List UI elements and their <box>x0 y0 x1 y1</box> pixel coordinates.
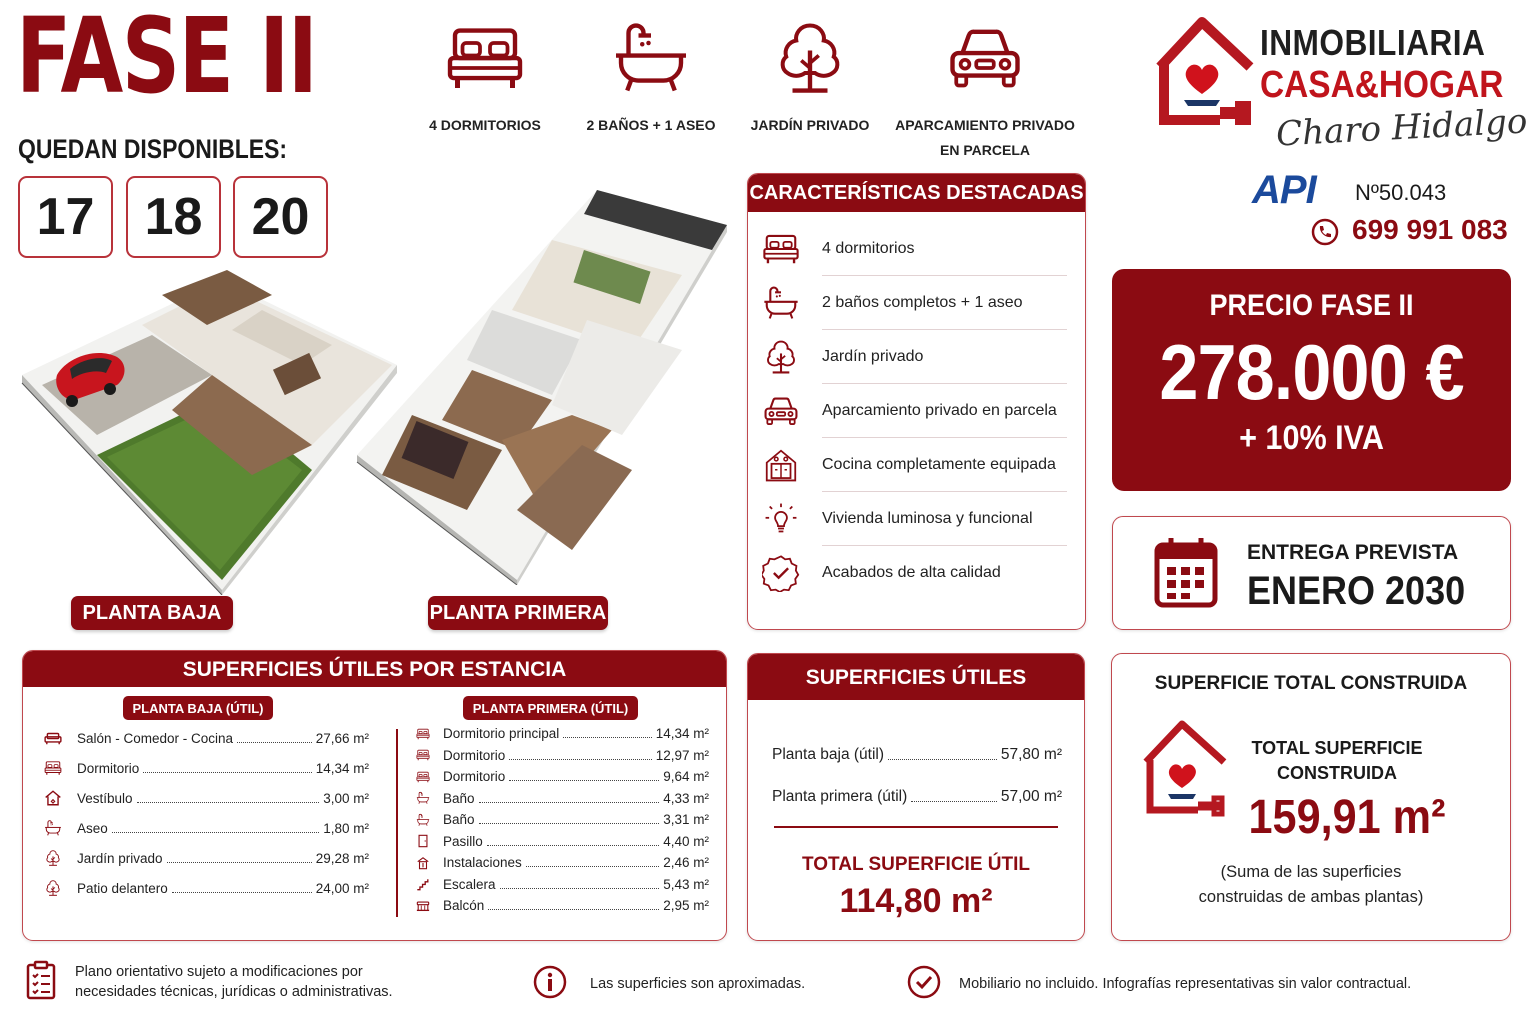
surfaces-by-room-card <box>22 650 727 941</box>
room-area: 14,34 m² <box>315 760 369 776</box>
room-area: 29,28 m² <box>315 850 369 866</box>
room-area: 5,43 m² <box>663 876 709 892</box>
feature-label: JARDÍN PRIVADO <box>750 117 870 133</box>
bed-icon <box>415 770 431 784</box>
room-area: 2,95 m² <box>663 898 709 914</box>
room-row <box>43 753 369 783</box>
room-area: 4,40 m² <box>663 833 709 849</box>
highlight-text: Jardín privado <box>822 347 924 365</box>
footer-note-plan-line2: necesidades técnicas, jurídicas o administrativas. <box>75 984 393 1000</box>
built-surface-value: 159,91 m² <box>1248 791 1446 844</box>
unit-badge-17: 17 <box>18 176 113 258</box>
room-row <box>415 895 709 917</box>
feature-bedrooms <box>400 18 570 138</box>
stairs-icon <box>415 877 431 891</box>
divider <box>774 826 1058 828</box>
surface-name: Planta primera (útil) <box>772 788 908 805</box>
built-surface-card <box>1111 653 1511 941</box>
car-icon <box>762 392 800 430</box>
first-floor-room-list <box>415 723 709 917</box>
unit-badge-20: 20 <box>233 176 328 258</box>
room-row <box>415 723 709 745</box>
tree-icon <box>43 879 63 897</box>
room-row <box>415 831 709 853</box>
surface-row <box>772 776 1062 818</box>
surfaces-by-room-title: SUPERFICIES ÚTILES POR ESTANCIA <box>23 651 726 687</box>
highlight-item <box>822 438 1067 492</box>
highlight-text: Vivienda luminosa y funcional <box>822 509 1033 527</box>
footer-note-surfaces: Las superficies son aproximadas. <box>590 976 806 992</box>
room-area: 12,97 m² <box>655 747 709 763</box>
room-area: 27,66 m² <box>315 730 369 746</box>
room-name: Patio delantero <box>77 880 168 896</box>
room-row <box>415 874 709 896</box>
ground-floor-plan-image <box>12 265 402 595</box>
lightbulb-icon <box>762 500 800 538</box>
feature-label: 2 BAÑOS + 1 ASEO <box>586 117 716 133</box>
highlight-item <box>822 330 1067 384</box>
brand-name-line2: CASA&HOGAR <box>1260 64 1504 106</box>
house-heart-logo-icon <box>1150 12 1260 137</box>
highlight-text: 2 baños completos + 1 aseo <box>822 293 1023 311</box>
unit-badge-18: 18 <box>126 176 221 258</box>
room-row <box>43 813 369 843</box>
price-tax: + 10% IVA <box>1239 419 1384 457</box>
built-surface-label-line2: CONSTRUIDA <box>1277 763 1397 783</box>
room-area: 14,34 m² <box>655 726 709 742</box>
bathtub-icon <box>611 18 691 98</box>
delivery-card <box>1112 516 1511 630</box>
feature-bathrooms <box>566 18 736 138</box>
highlight-item <box>822 492 1067 546</box>
room-name: Instalaciones <box>443 855 522 871</box>
kitchen-icon <box>762 446 800 484</box>
footer-note-plan <box>75 962 393 1002</box>
feature-parking <box>885 18 1085 163</box>
price-box <box>1112 269 1511 491</box>
room-name: Baño <box>443 812 475 828</box>
available-units-label: QUEDAN DISPONIBLES: <box>18 134 288 164</box>
surface-name: Planta baja (útil) <box>772 746 885 763</box>
room-row <box>43 783 369 813</box>
room-name: Aseo <box>77 820 108 836</box>
checkmark-circle-icon <box>907 965 941 999</box>
check-badge-icon <box>762 554 800 592</box>
first-floor-subtitle: PLANTA PRIMERA (ÚTIL) <box>463 696 638 720</box>
room-row <box>415 788 709 810</box>
feature-label-line2: EN PARCELA <box>940 142 1030 158</box>
highlight-text: Aparcamiento privado en parcela <box>822 401 1057 419</box>
room-area: 3,00 m² <box>323 790 369 806</box>
first-floor-plan-image <box>352 180 732 585</box>
room-name: Dormitorio <box>443 747 506 763</box>
page-title: FASE II <box>16 0 317 117</box>
utility-icon <box>415 856 431 870</box>
room-row <box>43 843 369 873</box>
highlights-card <box>747 173 1086 630</box>
useful-surfaces-title: SUPERFICIES ÚTILES <box>748 654 1084 700</box>
calendar-icon <box>1153 535 1219 609</box>
agent-signature: Charo Hidalgo <box>1275 101 1529 155</box>
surface-value: 57,80 m² <box>1000 746 1062 763</box>
price-amount: 278.000 € <box>1159 328 1464 416</box>
car-icon <box>945 18 1025 98</box>
highlight-item <box>822 546 1067 600</box>
useful-surfaces-list <box>772 734 1062 818</box>
highlight-text: Cocina completamente equipada <box>822 455 1056 473</box>
room-name: Escalera <box>443 876 496 892</box>
bed-icon <box>762 230 800 268</box>
room-name: Jardín privado <box>77 850 163 866</box>
column-divider <box>396 729 398 917</box>
highlights-list <box>748 222 1085 600</box>
clipboard-icon <box>26 960 56 1000</box>
built-surface-title: SUPERFICIE TOTAL CONSTRUIDA <box>1154 673 1468 694</box>
delivery-date: ENERO 2030 <box>1247 569 1466 613</box>
room-name: Pasillo <box>443 833 483 849</box>
delivery-label: ENTREGA PREVISTA <box>1247 541 1459 564</box>
room-area: 1,80 m² <box>323 820 369 836</box>
built-surface-note-line1: (Suma de las superficies <box>1220 863 1402 881</box>
sofa-icon <box>43 729 63 747</box>
room-row <box>415 809 709 831</box>
tree-icon <box>762 338 800 376</box>
room-name: Balcón <box>443 898 485 914</box>
room-name: Vestíbulo <box>77 790 133 806</box>
bathtub-icon <box>415 813 431 827</box>
info-icon <box>533 965 567 999</box>
balcony-icon <box>415 899 431 913</box>
highlight-text: Acabados de alta calidad <box>822 564 1001 581</box>
price-label: PRECIO FASE II <box>1209 289 1414 322</box>
highlight-item <box>822 276 1067 330</box>
room-name: Dormitorio <box>77 760 140 776</box>
api-logo: API <box>1252 168 1316 212</box>
room-area: 9,64 m² <box>663 769 709 785</box>
room-row <box>415 852 709 874</box>
room-name: Salón - Comedor - Cocina <box>77 730 234 746</box>
bed-icon <box>415 748 431 762</box>
built-surface-note-line2: construidas de ambas plantas) <box>1198 888 1424 906</box>
highlights-title: CARACTERÍSTICAS DESTACADAS <box>748 174 1085 212</box>
room-area: 4,33 m² <box>663 790 709 806</box>
bathtub-icon <box>415 791 431 805</box>
bed-icon <box>445 18 525 98</box>
room-row <box>415 745 709 767</box>
tree-icon <box>770 18 850 98</box>
room-row <box>415 766 709 788</box>
room-row <box>43 723 369 753</box>
room-name: Dormitorio principal <box>443 726 560 742</box>
room-name: Dormitorio <box>443 769 506 785</box>
total-useful-label: TOTAL SUPERFICIE ÚTIL <box>801 854 1030 875</box>
first-floor-label: PLANTA PRIMERA <box>428 596 608 630</box>
footer-note-furniture: Mobiliario no incluido. Infografías representativas sin valor contractual. <box>959 976 1412 992</box>
feature-label-line1: APARCAMIENTO PRIVADO <box>895 117 1075 133</box>
useful-surfaces-card <box>747 653 1085 941</box>
footer-note-plan-line1: Plano orientativo sujeto a modificaciones por <box>75 964 363 980</box>
feature-garden <box>725 18 895 138</box>
total-useful-value: 114,80 m² <box>839 882 993 920</box>
phone-number[interactable]: 699 991 083 <box>1352 214 1508 245</box>
ground-floor-subtitle: PLANTA BAJA (ÚTIL) <box>123 696 273 720</box>
ground-floor-label: PLANTA BAJA <box>71 596 233 630</box>
built-surface-note <box>1112 860 1510 910</box>
bathtub-icon <box>43 819 63 837</box>
highlight-item <box>822 384 1067 438</box>
highlight-item <box>822 222 1067 276</box>
phone-icon <box>1311 218 1339 246</box>
bathtub-icon <box>762 284 800 322</box>
built-surface-label-line1: TOTAL SUPERFICIE <box>1251 738 1423 758</box>
room-name: Baño <box>443 790 475 806</box>
brand-name-line1: INMOBILIARIA <box>1260 22 1486 63</box>
room-area: 3,31 m² <box>663 812 709 828</box>
house-heart-icon <box>1140 714 1232 832</box>
room-row <box>43 873 369 903</box>
api-number: Nº50.043 <box>1355 180 1447 205</box>
surface-value: 57,00 m² <box>1000 788 1062 805</box>
built-surface-label <box>1222 736 1452 786</box>
feature-label <box>885 113 1085 163</box>
room-area: 24,00 m² <box>315 880 369 896</box>
bed-icon <box>415 727 431 741</box>
bed-icon <box>43 759 63 777</box>
highlight-text: 4 dormitorios <box>822 239 915 257</box>
surface-row <box>772 734 1062 776</box>
feature-label: 4 DORMITORIOS <box>429 117 541 133</box>
ground-floor-room-list <box>43 723 369 903</box>
hallway-icon <box>415 834 431 848</box>
room-area: 2,46 m² <box>663 855 709 871</box>
house-icon <box>43 789 63 807</box>
tree-icon <box>43 849 63 867</box>
